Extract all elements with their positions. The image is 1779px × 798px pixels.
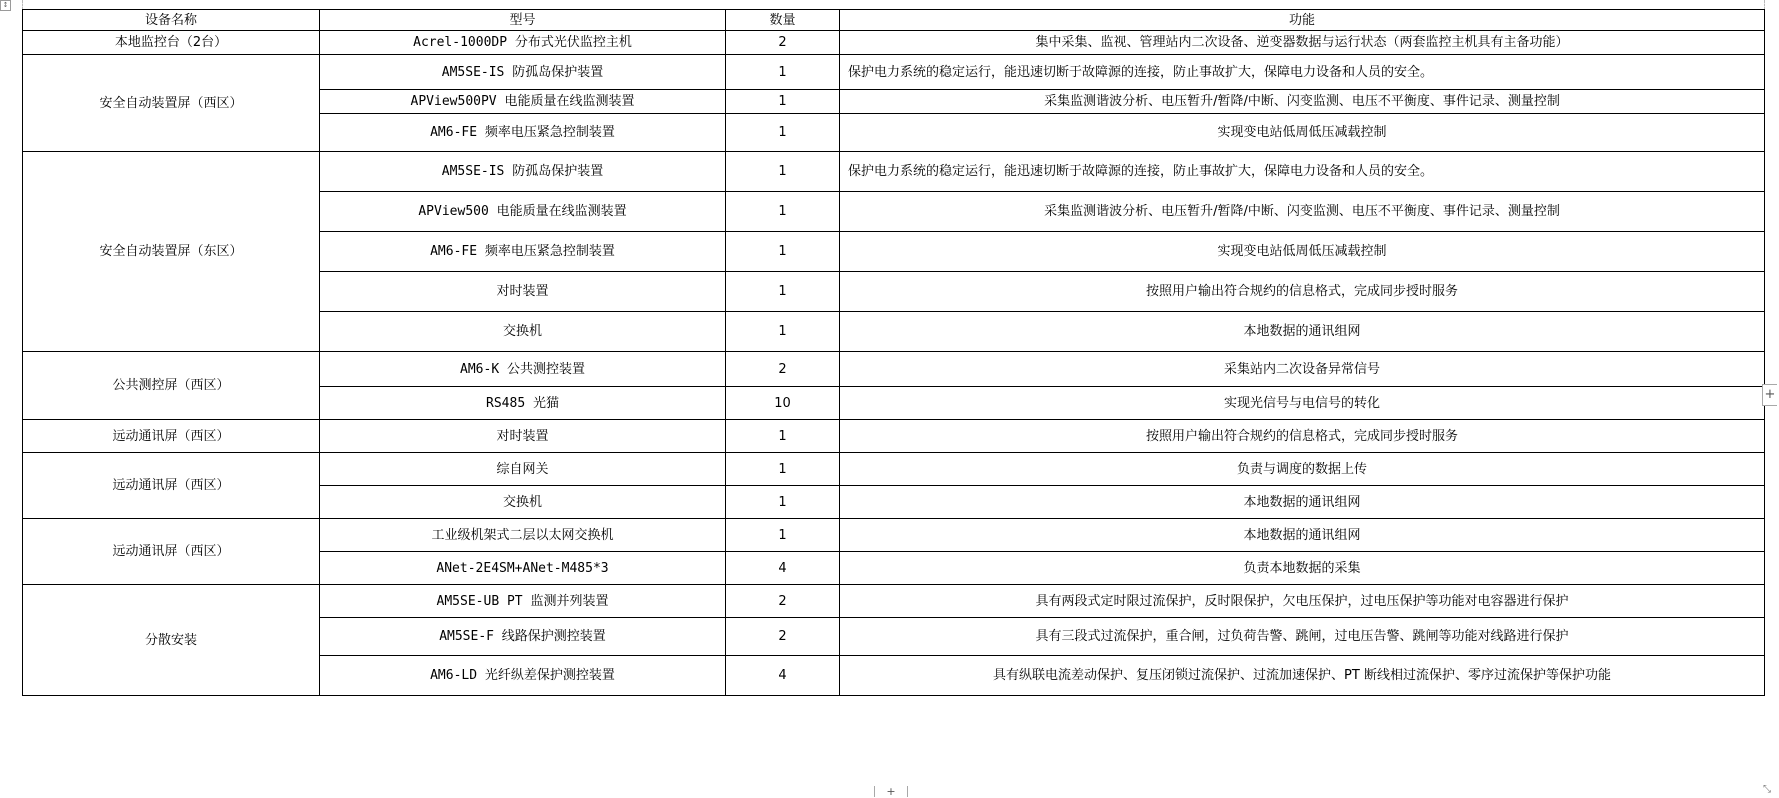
cell-device-name: 安全自动装置屏（西区） — [23, 55, 320, 152]
table-row — [23, 31, 1765, 55]
cell-function: 采集监测谐波分析、电压暂升/暂降/中断、闪变监测、电压不平衡度、事件记录、测量控制 — [840, 192, 1765, 232]
cell-function: 负责本地数据的采集 — [840, 552, 1765, 585]
cell-model: AM5SE-IS 防孤岛保护装置 — [320, 152, 726, 192]
cell-function: 具有两段式定时限过流保护，反时限保护，欠电压保护，过电压保护等功能对电容器进行保护 — [840, 585, 1765, 618]
cell-device-name: 公共测控屏（西区） — [23, 352, 320, 420]
table-row — [23, 55, 1765, 90]
cell-function: 实现光信号与电信号的转化 — [840, 387, 1765, 420]
cell-model: 对时装置 — [320, 272, 726, 312]
cell-function: 采集站内二次设备异常信号 — [840, 352, 1765, 387]
cell-quantity: 1 — [726, 114, 840, 152]
cell-model: RS485 光猫 — [320, 387, 726, 420]
cell-function: 实现变电站低周低压减载控制 — [840, 232, 1765, 272]
header-model: 型号 — [320, 10, 726, 31]
cell-model: 交换机 — [320, 486, 726, 519]
cell-function: 本地数据的通讯组网 — [840, 312, 1765, 352]
cell-model: APView500 电能质量在线监测装置 — [320, 192, 726, 232]
cell-quantity: 1 — [726, 55, 840, 90]
cell-quantity: 1 — [726, 90, 840, 114]
cell-device-name: 安全自动装置屏（东区） — [23, 152, 320, 352]
cell-function: 按照用户输出符合规约的信息格式，完成同步授时服务 — [840, 420, 1765, 453]
cell-device-name: 远动通讯屏（西区） — [23, 420, 320, 453]
cell-quantity: 1 — [726, 486, 840, 519]
cell-function: 集中采集、监视、管理站内二次设备、逆变器数据与运行状态（两套监控主机具有主备功能） — [840, 31, 1765, 55]
cell-model: 工业级机架式二层以太网交换机 — [320, 519, 726, 552]
cell-model: AM5SE-UB PT 监测并列装置 — [320, 585, 726, 618]
cell-model: APView500PV 电能质量在线监测装置 — [320, 90, 726, 114]
table-row — [23, 585, 1765, 618]
header-function: 功能 — [840, 10, 1765, 31]
cell-function: 本地数据的通讯组网 — [840, 519, 1765, 552]
add-row-button[interactable]: + — [874, 786, 908, 797]
cell-device-name: 远动通讯屏（西区） — [23, 519, 320, 585]
cell-function: 按照用户输出符合规约的信息格式，完成同步授时服务 — [840, 272, 1765, 312]
table-row — [23, 519, 1765, 552]
table-row — [23, 420, 1765, 453]
table-row — [23, 152, 1765, 192]
cell-quantity: 1 — [726, 152, 840, 192]
cell-function: 保护电力系统的稳定运行，能迅速切断于故障源的连接，防止事故扩大，保障电力设备和人员的安全。 — [840, 152, 1765, 192]
cell-model: AM6-FE 频率电压紧急控制装置 — [320, 114, 726, 152]
table-move-handle-icon[interactable]: ↕ — [0, 0, 11, 11]
equipment-table-container — [22, 9, 1764, 696]
cell-function: 保护电力系统的稳定运行，能迅速切断于故障源的连接，防止事故扩大，保障电力设备和人员的安全。 — [840, 55, 1765, 90]
cell-quantity: 2 — [726, 31, 840, 55]
cell-quantity: 1 — [726, 453, 840, 486]
table-header-row — [23, 10, 1765, 31]
add-column-button[interactable]: + — [1762, 384, 1777, 406]
equipment-table — [22, 9, 1765, 696]
cell-quantity: 1 — [726, 232, 840, 272]
cell-quantity: 1 — [726, 192, 840, 232]
cell-function: 具有纵联电流差动保护、复压闭锁过流保护、过流加速保护、PT 断线相过流保护、零序过流保护等保护功能 — [840, 656, 1765, 696]
cell-model: AM5SE-F 线路保护测控装置 — [320, 618, 726, 656]
cell-model: AM6-LD 光纤纵差保护测控装置 — [320, 656, 726, 696]
cell-function: 具有三段式过流保护，重合闸，过负荷告警、跳闸，过电压告警、跳闸等功能对线路进行保护 — [840, 618, 1765, 656]
cell-device-name: 分散安装 — [23, 585, 320, 696]
cell-quantity: 1 — [726, 312, 840, 352]
cell-model: 对时装置 — [320, 420, 726, 453]
cell-device-name: 本地监控台（2台） — [23, 31, 320, 55]
cell-model: 综自网关 — [320, 453, 726, 486]
cell-quantity: 4 — [726, 552, 840, 585]
cell-quantity: 1 — [726, 519, 840, 552]
table-row — [23, 352, 1765, 387]
cell-device-name: 远动通讯屏（西区） — [23, 453, 320, 519]
cell-model: ANet-2E4SM+ANet-M485*3 — [320, 552, 726, 585]
cell-function: 采集监测谐波分析、电压暂升/暂降/中断、闪变监测、电压不平衡度、事件记录、测量控制 — [840, 90, 1765, 114]
cell-quantity: 4 — [726, 656, 840, 696]
cell-quantity: 2 — [726, 352, 840, 387]
table-resize-handle-icon[interactable]: ⤡ — [1763, 784, 1771, 795]
cell-function: 实现变电站低周低压减载控制 — [840, 114, 1765, 152]
header-device-name: 设备名称 — [23, 10, 320, 31]
header-quantity: 数量 — [726, 10, 840, 31]
cell-function: 本地数据的通讯组网 — [840, 486, 1765, 519]
table-row — [23, 453, 1765, 486]
cell-function: 负责与调度的数据上传 — [840, 453, 1765, 486]
cell-model: Acrel-1000DP 分布式光伏监控主机 — [320, 31, 726, 55]
cell-quantity: 1 — [726, 272, 840, 312]
cell-model: AM6-FE 频率电压紧急控制装置 — [320, 232, 726, 272]
cell-model: 交换机 — [320, 312, 726, 352]
cell-model: AM6-K 公共测控装置 — [320, 352, 726, 387]
cell-quantity: 10 — [726, 387, 840, 420]
cell-quantity: 1 — [726, 420, 840, 453]
cell-model: AM5SE-IS 防孤岛保护装置 — [320, 55, 726, 90]
cell-quantity: 2 — [726, 585, 840, 618]
cell-quantity: 2 — [726, 618, 840, 656]
